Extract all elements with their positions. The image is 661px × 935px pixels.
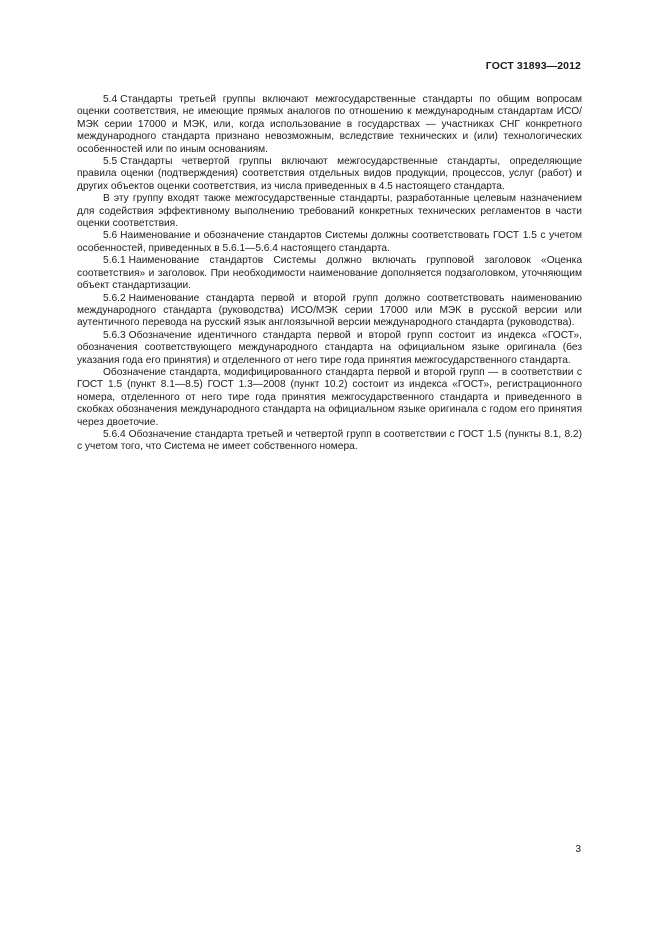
paragraph-text: Стандарты третьей группы включают межгосударственные стандарты по общим вопросам оценки соответствия, не имеющие прямых аналогов по отношению к международным стандартам ИСО/МЭК серии 17000 и МЭК, или, когда использование в государствах — участниках СНГ конкретного международного стандарта признано невозможным, вследствие технических и (или) технологических особенностей или по иным основаниям. (77, 94, 582, 155)
paragraph-text: Наименование и обозначение стандартов Системы должны соответствовать ГОСТ 1.5 с учетом особенностей, приведенных в 5.6.1—5.6.4 настоящего стандарта. (77, 230, 582, 254)
paragraph-text: Наименование стандартов Системы должно включать групповой заголовок «Оценка соответствия» и заголовок. При необходимости наименование дополняется подзаголовком, уточняющим объект стандартизации. (77, 255, 582, 292)
paragraph-5-5 (77, 156, 582, 193)
paragraph-text: Наименование стандарта первой и второй групп должно соответствовать наименованию международного стандарта (руководства) ИСО/МЭК серии 17000 или МЭК в русской версии или аутентичного перевода на русский язык англоязычной версии международного стандарта (руководства). (77, 292, 582, 329)
paragraph-text: Обозначение стандарта, модифицированного стандарта первой и второй групп — в соответствии с ГОСТ 1.5 (пункт 8.1—8.5) ГОСТ 1.3—2008 (пункт 10.2) состоит из индекса «ГОСТ», регистрационного номера, отделенного от него тире года принятия межгосударственного стандарта и приведенного в скобках обозначения международного стандарта на официальном языке оригинала с годом его принятия через двоеточие. (77, 366, 582, 428)
document-header: ГОСТ 31893—2012 (485, 60, 581, 72)
document-body (77, 94, 582, 454)
clause-number: 5.6.2 (103, 292, 126, 304)
page-number: 3 (575, 844, 581, 855)
paragraph-text: В эту группу входят также межгосударственные стандарты, разработанные целевым назначением для содействия эффективному выполнению требований конкретных технических регламентов в части оценки соответствия. (77, 193, 582, 230)
paragraph-5-6-4 (77, 429, 582, 454)
clause-number: 5.6.3 (103, 329, 126, 341)
clause-number: 5.6 (103, 230, 118, 242)
paragraph-text: Обозначение стандарта третьей и четвертой групп в соответствии с ГОСТ 1.5 (пункты 8.1, 8.2) с учетом того, что Система не имеет собственного номера. (77, 428, 582, 453)
paragraph-5-6-3 (77, 330, 582, 367)
paragraph-5-6 (77, 230, 582, 255)
paragraph-5-4 (77, 94, 582, 156)
clause-number: 5.6.1 (103, 255, 126, 267)
paragraph-5-6-1 (77, 255, 582, 292)
clause-number: 5.4 (103, 94, 118, 105)
paragraph-5-6-2 (77, 293, 582, 330)
clause-number: 5.6.4 (103, 428, 126, 440)
paragraph-text: Обозначение идентичного стандарта первой и второй групп состоит из индекса «ГОСТ», обозначения соответствующего международного стандарта на официальном языке оригинала (без указания года его принятия) и отделенного от него тире года принятия межгосударственного стандарта. (77, 329, 582, 366)
paragraph-5-6-3-continued (77, 367, 582, 429)
clause-number: 5.5 (103, 156, 118, 168)
paragraph-text: Стандарты четвертой группы включают межгосударственные стандарты, определяющие правила оценки (подтверждения) соответствия отдельных видов продукции, процессов, услуг (работ) и других объектов оценки соответствия, из числа приведенных в 4.5 настоящего стандарта. (77, 156, 582, 192)
paragraph-5-5-continued (77, 193, 582, 230)
